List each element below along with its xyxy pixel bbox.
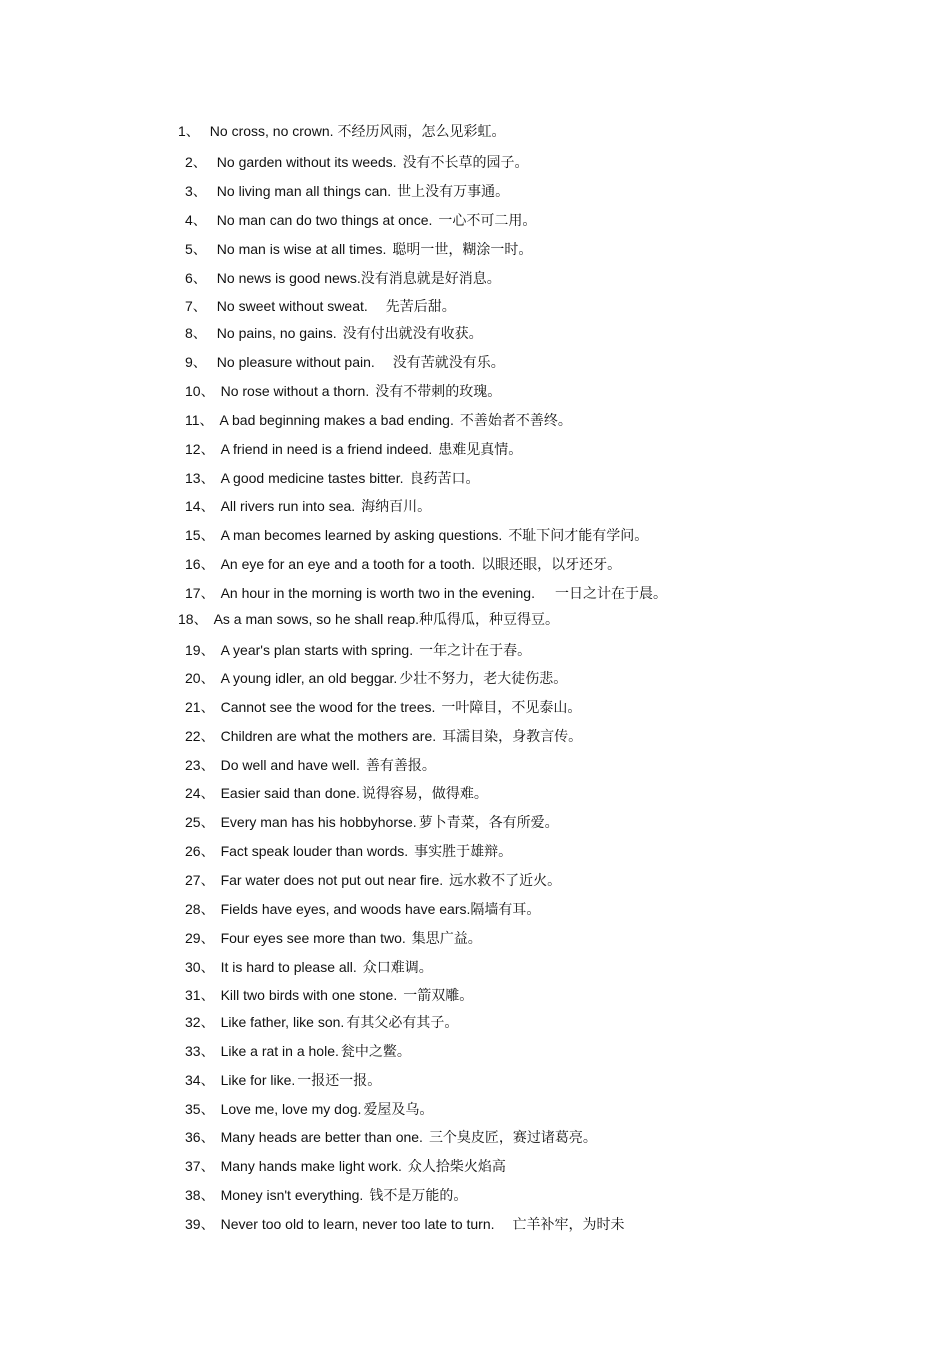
chinese-translation: 有其父必有其子。 xyxy=(346,1015,459,1031)
chinese-translation: 一日之计在于晨。 xyxy=(554,586,667,602)
item-number: 30、 xyxy=(185,959,215,975)
item-number: 33、 xyxy=(185,1043,215,1059)
proverb-item xyxy=(185,986,473,1005)
item-number: 37、 xyxy=(185,1158,215,1174)
chinese-translation: 海纳百川。 xyxy=(361,499,432,515)
english-proverb: Like for like. xyxy=(220,1072,296,1088)
proverb-item xyxy=(185,756,436,775)
proverb-item xyxy=(185,929,482,948)
proverb-item xyxy=(185,297,456,316)
item-number: 34、 xyxy=(185,1072,215,1088)
english-proverb: As a man sows, so he shall reap. xyxy=(213,611,420,627)
item-number: 3、 xyxy=(185,183,207,199)
item-number: 10、 xyxy=(185,383,215,399)
english-proverb: No cross, no crown. xyxy=(209,123,334,139)
chinese-translation: 一报还一报。 xyxy=(297,1073,382,1089)
chinese-translation: 爱屋及乌。 xyxy=(363,1102,434,1118)
english-proverb: Like a rat in a hole. xyxy=(220,1043,339,1059)
english-proverb: No pleasure without pain. xyxy=(216,354,375,370)
proverb-item xyxy=(185,153,529,172)
english-proverb: Fields have eyes, and woods have ears. xyxy=(220,901,471,917)
english-proverb: A friend in need is a friend indeed. xyxy=(220,441,433,457)
item-number: 23、 xyxy=(185,757,215,773)
chinese-translation: 聪明一世，糊涂一时。 xyxy=(392,242,533,258)
english-proverb: No pains, no gains. xyxy=(216,325,337,341)
english-proverb: No news is good news. xyxy=(216,270,361,286)
proverb-item xyxy=(185,526,648,545)
proverb-item xyxy=(185,382,501,401)
english-proverb: Never too old to learn, never too late to turn. xyxy=(220,1216,495,1232)
english-proverb: Far water does not put out near fire. xyxy=(220,872,444,888)
proverb-item xyxy=(185,1042,411,1061)
proverb-item xyxy=(185,497,431,516)
item-number: 18、 xyxy=(178,611,208,627)
english-proverb: No man is wise at all times. xyxy=(216,241,387,257)
proverb-item xyxy=(185,411,572,430)
item-number: 25、 xyxy=(185,814,215,830)
english-proverb: A young idler, an old beggar. xyxy=(220,670,398,686)
proverb-item xyxy=(185,1013,458,1032)
english-proverb: No rose without a thorn. xyxy=(220,383,370,399)
item-number: 26、 xyxy=(185,843,215,859)
proverb-item xyxy=(185,900,540,919)
english-proverb: A year's plan starts with spring. xyxy=(220,642,414,658)
chinese-translation: 没有付出就没有收获。 xyxy=(342,326,483,342)
chinese-translation: 没有消息就是好消息。 xyxy=(360,271,501,287)
proverb-item xyxy=(185,269,501,288)
chinese-translation: 少壮不努力，老大徒伤悲。 xyxy=(399,671,568,687)
chinese-translation: 亡羊补牢，为时未 xyxy=(512,1217,625,1233)
chinese-translation: 瓮中之鳖。 xyxy=(340,1044,411,1060)
proverb-item xyxy=(185,211,536,230)
item-number: 14、 xyxy=(185,498,215,514)
item-number: 27、 xyxy=(185,872,215,888)
english-proverb: No sweet without sweat. xyxy=(216,298,368,314)
chinese-translation: 没有苦就没有乐。 xyxy=(392,355,505,371)
proverb-item xyxy=(185,698,581,717)
item-number: 7、 xyxy=(185,298,207,314)
english-proverb: Four eyes see more than two. xyxy=(220,930,406,946)
chinese-translation: 患难见真情。 xyxy=(438,442,523,458)
chinese-translation: 一年之计在于春。 xyxy=(419,643,532,659)
item-number: 21、 xyxy=(185,699,215,715)
proverb-item xyxy=(185,1186,467,1205)
english-proverb: Kill two birds with one stone. xyxy=(220,987,398,1003)
item-number: 12、 xyxy=(185,441,215,457)
item-number: 2、 xyxy=(185,154,207,170)
proverb-item xyxy=(185,842,512,861)
english-proverb: Many heads are better than one. xyxy=(220,1129,423,1145)
chinese-translation: 一叶障目，不见泰山。 xyxy=(441,700,582,716)
proverb-item xyxy=(185,1157,506,1176)
chinese-translation: 萝卜青菜，各有所爱。 xyxy=(418,815,559,831)
item-number: 9、 xyxy=(185,354,207,370)
english-proverb: A bad beginning makes a bad ending. xyxy=(219,412,454,428)
chinese-translation: 种瓜得瓜，种豆得豆。 xyxy=(419,612,560,628)
proverb-item xyxy=(185,353,505,372)
item-number: 13、 xyxy=(185,470,215,486)
english-proverb: Many hands make light work. xyxy=(220,1158,402,1174)
proverb-item xyxy=(185,584,667,603)
proverb-item xyxy=(185,440,522,459)
chinese-translation: 事实胜于雄辩。 xyxy=(414,844,513,860)
item-number: 38、 xyxy=(185,1187,215,1203)
item-number: 35、 xyxy=(185,1101,215,1117)
english-proverb: No living man all things can. xyxy=(216,183,392,199)
chinese-translation: 一心不可二用。 xyxy=(438,213,537,229)
chinese-translation: 善有善报。 xyxy=(365,758,436,774)
english-proverb: All rivers run into sea. xyxy=(220,498,356,514)
english-proverb: Love me, love my dog. xyxy=(220,1101,362,1117)
proverb-item xyxy=(185,871,561,890)
proverb-item xyxy=(178,122,506,141)
english-proverb: A good medicine tastes bitter. xyxy=(220,470,404,486)
english-proverb: Do well and have well. xyxy=(220,757,360,773)
proverb-item xyxy=(185,669,567,688)
chinese-translation: 不善始者不善终。 xyxy=(459,413,572,429)
item-number: 22、 xyxy=(185,728,215,744)
proverb-item xyxy=(185,555,621,574)
chinese-translation: 三个臭皮匠，赛过诸葛亮。 xyxy=(428,1130,597,1146)
item-number: 17、 xyxy=(185,585,215,601)
english-proverb: No man can do two things at once. xyxy=(216,212,433,228)
chinese-translation: 不经历风雨，怎么见彩虹。 xyxy=(337,124,506,140)
english-proverb: Every man has his hobbyhorse. xyxy=(220,814,417,830)
english-proverb: Fact speak louder than words. xyxy=(220,843,409,859)
english-proverb: An eye for an eye and a tooth for a tooth. xyxy=(220,556,476,572)
chinese-translation: 远水救不了近火。 xyxy=(449,873,562,889)
item-number: 11、 xyxy=(185,412,214,428)
item-number: 4、 xyxy=(185,212,207,228)
proverb-item xyxy=(185,1100,433,1119)
item-number: 1、 xyxy=(178,123,200,139)
chinese-translation: 一箭双雕。 xyxy=(403,988,474,1004)
item-number: 15、 xyxy=(185,527,215,543)
chinese-translation: 钱不是万能的。 xyxy=(369,1188,468,1204)
english-proverb: Like father, like son. xyxy=(220,1014,345,1030)
chinese-translation: 先苦后甜。 xyxy=(385,299,456,315)
item-number: 36、 xyxy=(185,1129,215,1145)
proverb-item xyxy=(185,324,483,343)
english-proverb: It is hard to please all. xyxy=(220,959,357,975)
english-proverb: Cannot see the wood for the trees. xyxy=(220,699,436,715)
english-proverb: Children are what the mothers are. xyxy=(220,728,437,744)
chinese-translation: 世上没有万事通。 xyxy=(397,184,510,200)
chinese-translation: 说得容易，做得难。 xyxy=(361,786,488,802)
chinese-translation: 隔墙有耳。 xyxy=(470,902,541,918)
chinese-translation: 没有不长草的园子。 xyxy=(402,155,529,171)
chinese-translation: 良药苦口。 xyxy=(409,471,480,487)
proverb-item xyxy=(185,1128,597,1147)
item-number: 6、 xyxy=(185,270,207,286)
proverb-item xyxy=(185,182,509,201)
proverb-item xyxy=(185,1071,381,1090)
chinese-translation: 没有不带刺的玫瑰。 xyxy=(375,384,502,400)
proverb-item xyxy=(185,240,532,259)
item-number: 29、 xyxy=(185,930,215,946)
item-number: 20、 xyxy=(185,670,215,686)
chinese-translation: 众口难调。 xyxy=(362,960,433,976)
english-proverb: An hour in the morning is worth two in the evening. xyxy=(220,585,535,601)
chinese-translation: 以眼还眼，以牙还牙。 xyxy=(481,557,622,573)
chinese-translation: 集思广益。 xyxy=(411,931,482,947)
item-number: 24、 xyxy=(185,785,215,801)
chinese-translation: 耳濡目染，身教言传。 xyxy=(442,729,583,745)
item-number: 31、 xyxy=(185,987,215,1003)
english-proverb: A man becomes learned by asking questions. xyxy=(220,527,503,543)
proverb-item xyxy=(185,727,582,746)
item-number: 8、 xyxy=(185,325,207,341)
chinese-translation: 不耻下问才能有学问。 xyxy=(508,528,649,544)
item-number: 39、 xyxy=(185,1216,215,1232)
proverb-item xyxy=(185,813,559,832)
chinese-translation: 众人拾柴火焰高 xyxy=(407,1159,506,1175)
english-proverb: No garden without its weeds. xyxy=(216,154,397,170)
proverb-item xyxy=(185,469,479,488)
proverb-item xyxy=(185,784,488,803)
proverb-item xyxy=(185,1215,625,1234)
english-proverb: Money isn't everything. xyxy=(220,1187,364,1203)
item-number: 19、 xyxy=(185,642,215,658)
proverb-item xyxy=(185,958,433,977)
proverb-item xyxy=(178,610,559,629)
english-proverb: Easier said than done. xyxy=(220,785,360,801)
proverb-item xyxy=(185,641,531,660)
item-number: 28、 xyxy=(185,901,215,917)
item-number: 16、 xyxy=(185,556,215,572)
item-number: 5、 xyxy=(185,241,207,257)
item-number: 32、 xyxy=(185,1014,215,1030)
